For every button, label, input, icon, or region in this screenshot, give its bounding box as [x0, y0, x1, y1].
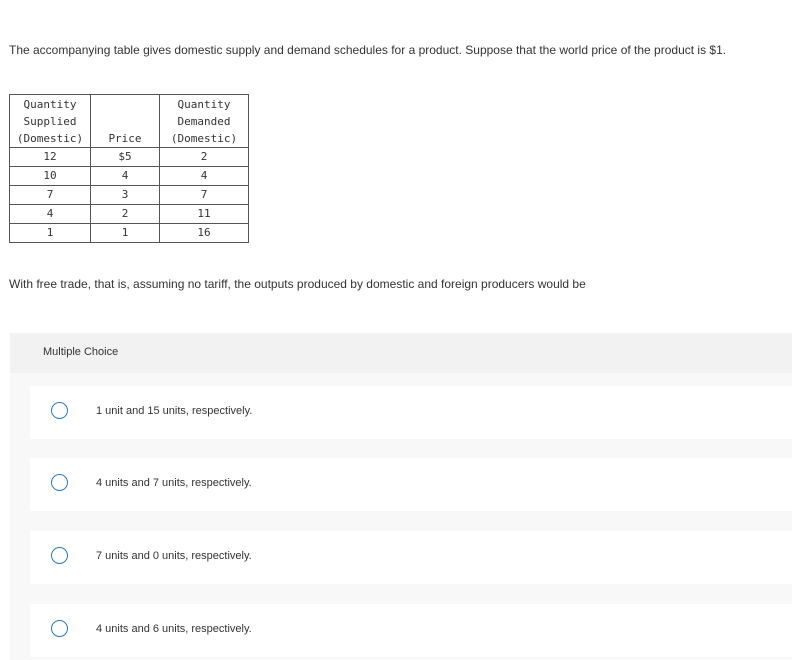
radio-button-icon[interactable]	[51, 474, 68, 491]
multiple-choice-options	[10, 373, 792, 660]
header-line: Price	[108, 132, 142, 145]
table-cell: 7	[160, 186, 249, 205]
table-row	[10, 186, 249, 205]
choice-option-2[interactable]	[30, 458, 792, 511]
choice-label[interactable]: 4 units and 7 units, respectively.	[96, 477, 252, 489]
table-cell: 12	[10, 148, 91, 167]
header-line: Quantity	[177, 98, 231, 111]
table-cell: 16	[160, 224, 249, 243]
radio-button-icon[interactable]	[51, 620, 68, 637]
choice-label[interactable]: 1 unit and 15 units, respectively.	[96, 405, 253, 417]
table-cell: 2	[91, 205, 160, 224]
table-cell: 7	[10, 186, 91, 205]
header-line: Quantity	[23, 98, 77, 111]
table-cell: 4	[10, 205, 91, 224]
table-cell: 10	[10, 167, 91, 186]
table-cell: 4	[91, 167, 160, 186]
choice-option-1[interactable]	[30, 386, 792, 439]
question-intro: The accompanying table gives domestic supply and demand schedules for a product. Suppose that the world price of the product is $1.	[9, 43, 727, 57]
header-line: Supplied	[23, 115, 77, 128]
table-cell: 1	[91, 224, 160, 243]
table-cell: 11	[160, 205, 249, 224]
header-quantity-supplied	[10, 95, 91, 148]
choice-label[interactable]: 7 units and 0 units, respectively.	[96, 550, 252, 562]
header-line: (Domestic)	[170, 132, 238, 145]
table-row	[10, 167, 249, 186]
multiple-choice-header	[10, 333, 792, 373]
table-cell: 4	[160, 167, 249, 186]
header-line: Demanded	[177, 115, 231, 128]
table-cell: 1	[10, 224, 91, 243]
header-price	[91, 95, 160, 148]
table-cell: 3	[91, 186, 160, 205]
question-prompt: With free trade, that is, assuming no tariff, the outputs produced by domestic and foreign producers would be	[9, 277, 586, 291]
header-line: (Domestic)	[16, 132, 84, 145]
choice-option-4[interactable]	[30, 604, 792, 657]
table-row	[10, 224, 249, 243]
choice-option-3[interactable]	[30, 531, 792, 584]
multiple-choice-label: Multiple Choice	[43, 346, 119, 358]
supply-demand-table	[9, 94, 249, 243]
table-cell: $5	[91, 148, 160, 167]
table-row	[10, 205, 249, 224]
choice-label[interactable]: 4 units and 6 units, respectively.	[96, 623, 252, 635]
table-header-row	[10, 95, 249, 148]
radio-button-icon[interactable]	[51, 547, 68, 564]
radio-button-icon[interactable]	[51, 402, 68, 419]
header-quantity-demanded	[160, 95, 249, 148]
table-row	[10, 148, 249, 167]
table-cell: 2	[160, 148, 249, 167]
